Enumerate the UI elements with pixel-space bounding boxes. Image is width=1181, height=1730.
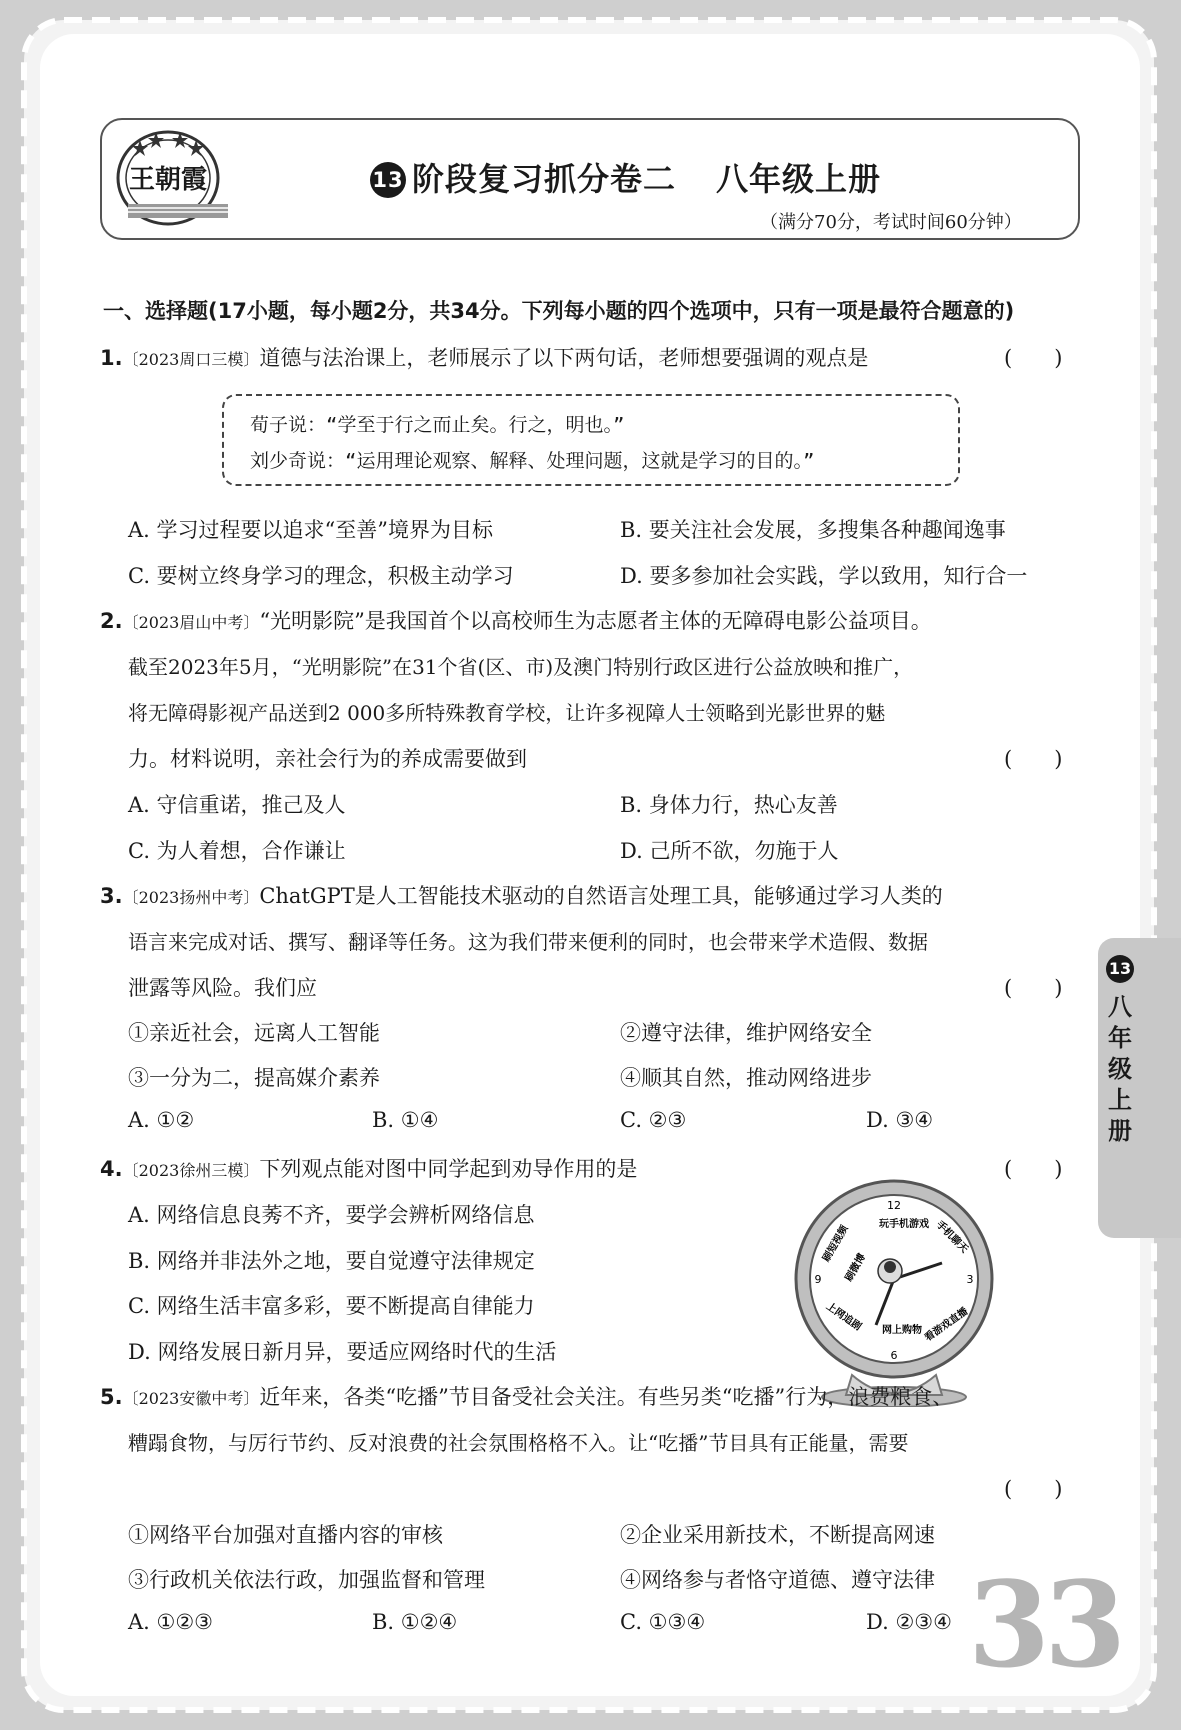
clock-label: 刷微博 <box>843 1252 869 1284</box>
question-number: 1. <box>100 346 123 370</box>
clock-numeral-12: 12 <box>887 1199 901 1212</box>
option-b: B. 要关注社会发展，多搜集各种趣闻逸事 <box>620 518 1006 542</box>
quote-line-1: 荀子说：“学至于行之而止矣。行之，明也。” <box>250 414 625 436</box>
clock-numeral-9: 9 <box>814 1273 822 1286</box>
question-number: 3. <box>100 884 123 908</box>
question-text: 语言来完成对话、撰写、翻译等任务。这为我们带来便利的同时，也会带来学术造假、数据 <box>128 930 928 954</box>
exam-info: （满分70分，考试时间60分钟） <box>760 212 1022 233</box>
section-heading: 一、选择题(17小题，每小题2分，共34分。下列每小题的四个选项中，只有一项是最符合题意的) <box>103 299 1015 323</box>
option-b: B. 身体力行，热心友善 <box>620 793 838 817</box>
question-4-stem <box>100 1153 637 1183</box>
clock-label: 网上购物 <box>882 1325 922 1336</box>
question-number: 2. <box>100 609 123 633</box>
question-text: ChatGPT是人工智能技术驱动的自然语言处理工具，能够通过学习人类的 <box>259 884 943 908</box>
statement-4: ④网络参与者恪守道德、遵守法律 <box>620 1568 935 1592</box>
statement-2: ②遵守法律，维护网络安全 <box>620 1021 872 1045</box>
option-c: C. 要树立终身学习的理念，积极主动学习 <box>128 564 514 588</box>
answer-blank: ( ) <box>1004 346 1063 370</box>
side-tab-label: 八年级上册 <box>1108 993 1132 1145</box>
statement-1: ①亲近社会，远离人工智能 <box>128 1021 380 1045</box>
option-b: B. 网络并非法外之地，要自觉遵守法律规定 <box>128 1249 535 1273</box>
side-tab-number: 13 <box>1106 955 1134 983</box>
option-c: C. 网络生活丰富多彩，要不断提高自律能力 <box>128 1294 535 1318</box>
option-a: A. ①② <box>128 1108 195 1132</box>
option-c: C. ①③④ <box>620 1610 706 1634</box>
option-c: C. 为人着想，合作谦让 <box>128 839 346 863</box>
clock-label: 看游戏直播 <box>922 1306 971 1344</box>
question-2-stem <box>100 605 932 635</box>
question-text: “光明影院”是我国首个以高校师生为志愿者主体的无障碍电影公益项目。 <box>259 609 932 633</box>
question-number: 4. <box>100 1157 123 1181</box>
option-d: D. 网络发展日新月异，要适应网络时代的生活 <box>128 1340 557 1364</box>
question-5-stem <box>100 1381 953 1411</box>
question-text: 糟蹋食物，与厉行节约、反对浪费的社会氛围格格不入。让“吃播”节目具有正能量，需要 <box>128 1431 909 1455</box>
question-text: 截至2023年5月，“光明影院”在31个省(区、市)及澳门特别行政区进行公益放映和推广， <box>128 655 914 679</box>
statement-4: ④顺其自然，推动网络进步 <box>620 1066 872 1090</box>
logo-text: 王朝霞 <box>128 165 208 195</box>
option-d: D. 己所不欲，勿施于人 <box>620 839 839 863</box>
question-3-stem <box>100 880 943 910</box>
statement-1: ①网络平台加强对直播内容的审核 <box>128 1523 443 1547</box>
clock-label: 上网追剧 <box>823 1300 863 1333</box>
question-source: 〔2023眉山中考〕 <box>122 613 260 632</box>
option-d: D. 要多参加社会实践，学以致用，知行合一 <box>620 564 1028 588</box>
clock-label: 手机聊天 <box>933 1219 970 1256</box>
option-a: A. 学习过程要以追求“至善”境界为目标 <box>128 518 493 542</box>
question-text: 将无障碍影视产品送到2 000多所特殊教育学校，让许多视障人士领略到光影世界的魅 <box>128 701 886 725</box>
publisher-logo <box>108 122 238 234</box>
statement-2: ②企业采用新技术，不断提高网速 <box>620 1523 935 1547</box>
quote-line-2: 刘少奇说：“运用理论观察、解释、处理问题，这就是学习的目的。” <box>250 450 815 472</box>
clock-label: 玩手机游戏 <box>879 1219 929 1230</box>
clock-label: 刷短视频 <box>821 1223 851 1264</box>
question-text: 泄露等风险。我们应 <box>128 976 317 1000</box>
option-d: D. ③④ <box>866 1108 934 1132</box>
statement-3: ③一分为二，提高媒介素养 <box>128 1066 380 1090</box>
question-source: 〔2023徐州三模〕 <box>122 1161 260 1180</box>
question-number: 5. <box>100 1385 123 1409</box>
option-a: A. ①②③ <box>128 1610 213 1634</box>
statement-3: ③行政机关依法行政，加强监督和管理 <box>128 1568 485 1592</box>
clock-numeral-6: 6 <box>890 1349 898 1362</box>
question-text: 下列观点能对图中同学起到劝导作用的是 <box>259 1157 638 1181</box>
question-source: 〔2023安徽中考〕 <box>122 1389 260 1408</box>
question-1-stem <box>100 342 868 372</box>
paper-number-badge: 13 <box>370 162 406 198</box>
question-source: 〔2023扬州中考〕 <box>122 888 260 907</box>
answer-blank: ( ) <box>1004 1477 1063 1501</box>
option-c: C. ②③ <box>620 1108 687 1132</box>
option-b: B. ①④ <box>372 1108 439 1132</box>
page-title <box>370 154 881 200</box>
title-grade: 八年级上册 <box>716 160 882 198</box>
clock-numeral-3: 3 <box>966 1273 974 1286</box>
title-text: 阶段复习抓分卷二 <box>412 160 677 198</box>
answer-blank: ( ) <box>1004 1157 1063 1181</box>
clock-illustration <box>792 1175 996 1407</box>
option-d: D. ②③④ <box>866 1610 952 1634</box>
page-number: 33 <box>968 1555 1121 1694</box>
option-a: A. 网络信息良莠不齐，要学会辨析网络信息 <box>128 1203 535 1227</box>
question-source: 〔2023周口三模〕 <box>122 350 260 369</box>
question-text: 力。材料说明，亲社会行为的养成需要做到 <box>128 747 527 771</box>
question-text: 道德与法治课上，老师展示了以下两句话，老师想要强调的观点是 <box>259 346 869 370</box>
question-text: 近年来，各类“吃播”节目备受社会关注。有些另类“吃播”行为，浪费粮食、 <box>259 1385 954 1409</box>
option-b: B. ①②④ <box>372 1610 458 1634</box>
answer-blank: ( ) <box>1004 976 1063 1000</box>
answer-blank: ( ) <box>1004 747 1063 771</box>
option-a: A. 守信重诺，推己及人 <box>128 793 346 817</box>
